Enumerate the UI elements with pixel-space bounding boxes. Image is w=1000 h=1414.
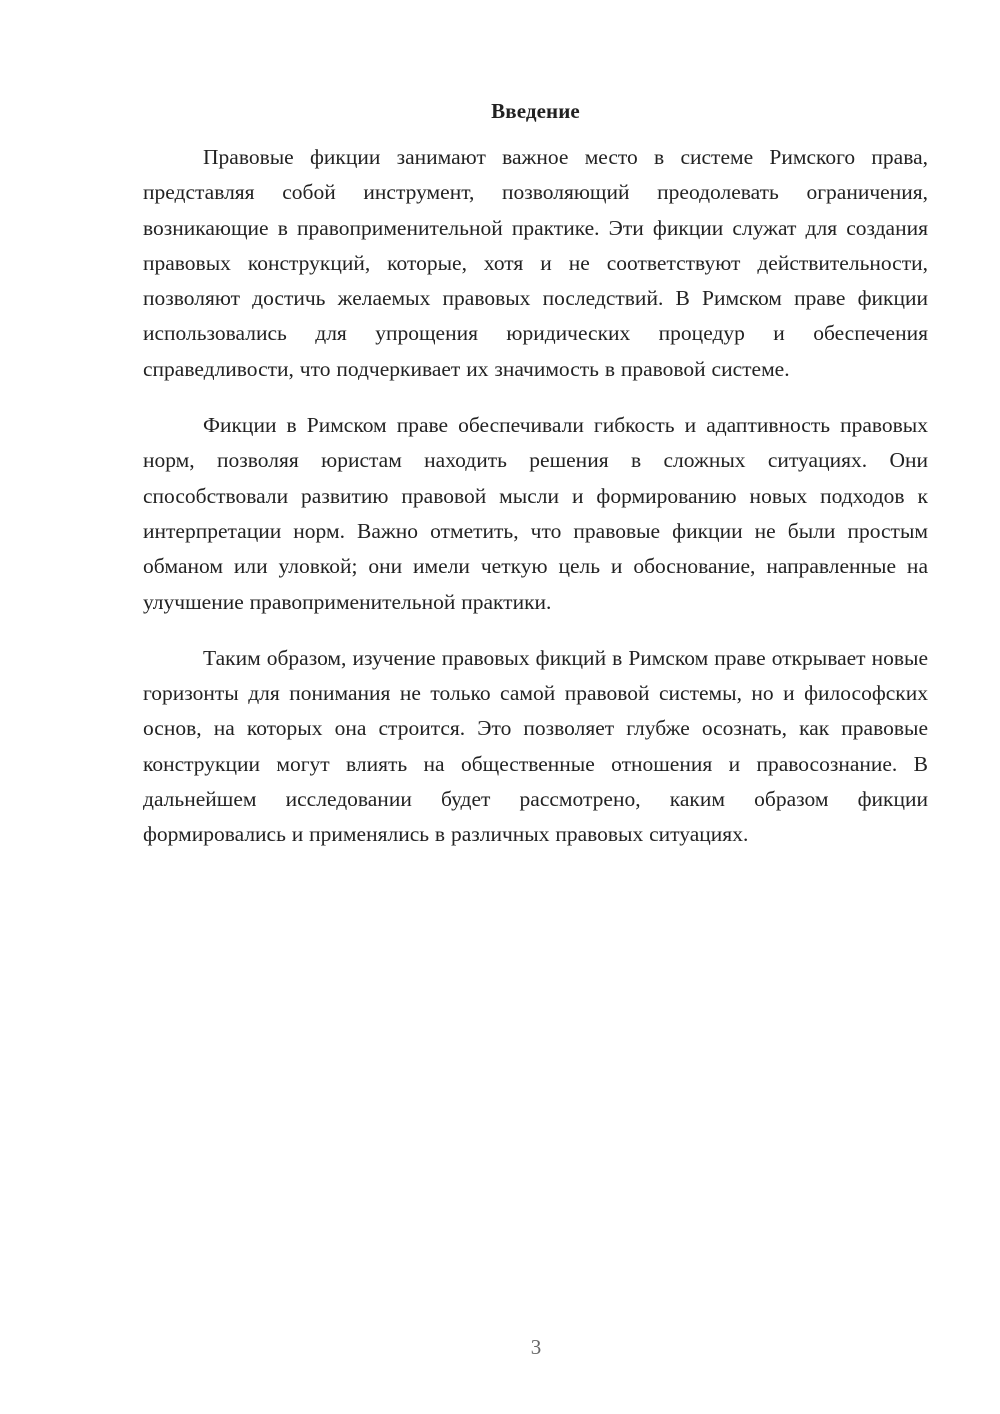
paragraph-1: Правовые фикции занимают важное место в системе Римского права, представляя собой инструмент, позволяющий преодолевать ограничения, возникающие в правоприменительной практике. Эти фикции служат для создания правовых конструкций, которые, хотя и не соответствуют действительности, позволяют достичь желаемых правовых последствий. В Римском праве фикции использовались для упрощения юридических процедур и обеспечения справедливости, что подчеркивает их значимость в правовой системе.: [143, 145, 928, 381]
paragraph-3: Таким образом, изучение правовых фикций в Римском праве открывает новые горизонты для понимания не только самой правовой системы, но и философских основ, на которых она строится. Это позволяет глубже осознать, как правовые конструкции могут влиять на общественные отношения и правосознание. В дальнейшем исследовании будет рассмотрено, каким образом фикции формировались и применялись в различных правовых ситуациях.: [143, 645, 928, 847]
paragraph-2: Фикции в Римском праве обеспечивали гибкость и адаптивность правовых норм, позволяя юристам находить решения в сложных ситуациях. Они способствовали развитию правовой мысли и формированию новых подходов к интерпретации норм. Важно отметить, что правовые фикции не были простым обманом или уловкой; они имели четкую цель и обоснование, направленные на улучшение правоприменительной практики.: [143, 413, 928, 614]
section-heading: Введение: [491, 99, 580, 123]
page-content: [143, 96, 928, 874]
page-number: 3: [530, 1335, 542, 1359]
